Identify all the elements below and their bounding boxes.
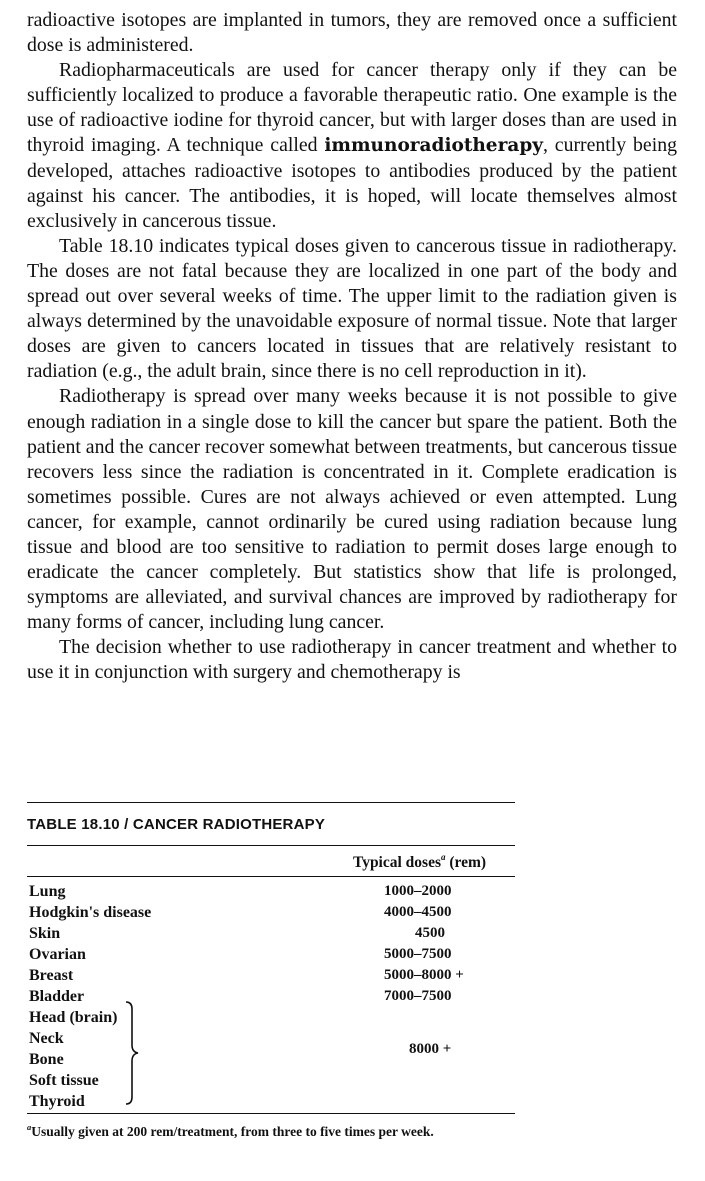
row-label: Hodgkin's disease — [29, 904, 152, 921]
paragraph-text: , currently being developed, attaches radioactive isotopes to antibodies produced by the patient against his cancer. The antibodies, it is hoped, will locate themselves almost exclusively in cancerous tissue. — [27, 134, 677, 232]
row-label: Neck — [29, 1030, 64, 1047]
table-row — [27, 904, 515, 925]
table-footnote — [27, 1122, 517, 1140]
paragraph — [27, 234, 677, 385]
bold-term: immunoradiotherapy — [324, 135, 543, 157]
table-row — [27, 1072, 515, 1093]
footnote-text: Usually given at 200 rem/treatment, from three to five times per week. — [31, 1124, 434, 1139]
row-dose: 5000–8000 + — [384, 967, 464, 983]
body-text — [27, 8, 677, 686]
table-row — [27, 925, 515, 946]
row-dose: 4500 — [415, 925, 445, 941]
table-row — [27, 1093, 515, 1114]
row-dose: 7000–7500 — [384, 988, 452, 1004]
table-top-rule — [27, 802, 515, 803]
group-brace — [125, 1001, 139, 1105]
paragraph — [27, 384, 677, 635]
paragraph — [27, 58, 677, 234]
grouped-dose: 8000 + — [409, 1041, 452, 1057]
paragraph-text: The decision whether to use radiotherapy in cancer treatment and whether to use it in conjunction with surgery and chemotherapy is — [27, 636, 677, 684]
paragraph-text: Table 18.10 indicates typical doses given to cancerous tissue in radiotherapy. The doses are not fatal because they are localized in one part of the body and spread out over several weeks of time. The upper limit to the radiation given is always determined by the unavoidable exposure of normal tissue. Note that larger doses are given to cancers located in tissues that are relatively resistant to radiation (e.g., the adult brain, since there is no cell reproduction in it). — [27, 234, 677, 383]
paragraph — [27, 635, 677, 685]
row-label: Bladder — [29, 988, 85, 1005]
footnote-marker: a — [27, 1122, 32, 1132]
column-header-footnote-marker: a — [441, 852, 446, 862]
row-label: Ovarian — [29, 946, 86, 963]
row-dose: 5000–7500 — [384, 946, 452, 962]
row-dose: 4000–4500 — [384, 904, 452, 920]
paragraph-text: Radiotherapy is spread over many weeks because it is not possible to give enough radiation in a single dose to kill the cancer but spare the patient. Both the patient and the cancer recover somewhat between treatments, but cancerous tissue recovers less since the radiation is concentrated in it. Complete eradication is sometimes possible. Cures are not always achieved or even attempted. Lung cancer, for example, cannot ordinarily be cured using radiation because lung tissue and blood are too sensitive to radiation to permit doses large enough to eradicate the cancer completely. But statistics show that life is prolonged, symptoms are alleviated, and survival chances are improved by radiotherapy for many forms of cancer, including lung cancer. — [27, 385, 677, 634]
row-label: Head (brain) — [29, 1009, 118, 1026]
table-row — [27, 1009, 515, 1030]
row-dose: 1000–2000 — [384, 883, 452, 899]
table-row — [27, 946, 515, 967]
column-header — [353, 852, 486, 872]
row-label: Thyroid — [29, 1093, 85, 1110]
table-row — [27, 988, 515, 1009]
row-label: Skin — [29, 925, 61, 942]
column-header-row — [27, 846, 517, 876]
column-header-unit: (rem) — [445, 854, 487, 871]
table-18-10 — [27, 802, 517, 1140]
column-header-label: Typical doses — [353, 854, 441, 871]
row-label: Lung — [29, 883, 66, 900]
table-row — [27, 967, 515, 988]
row-label: Breast — [29, 967, 74, 984]
table-body — [27, 881, 517, 1113]
table-caption: TABLE 18.10 / CANCER RADIOTHERAPY — [27, 816, 326, 833]
header-rule — [27, 876, 515, 877]
paragraph-text: Radiopharmaceuticals are used for cancer therapy only if they can be sufficiently localized to produce a favorable therapeutic ratio. One example is the use of radioactive iodine for thyroid cancer, but with larger doses than are used in thyroid imaging. A technique called — [27, 59, 677, 157]
paragraph-text: radioactive isotopes are implanted in tumors, they are removed once a sufficient dose is administered. — [27, 9, 677, 57]
row-label: Bone — [29, 1051, 64, 1068]
table-row — [27, 883, 515, 904]
paragraph — [27, 8, 677, 58]
row-label: Soft tissue — [29, 1072, 99, 1089]
